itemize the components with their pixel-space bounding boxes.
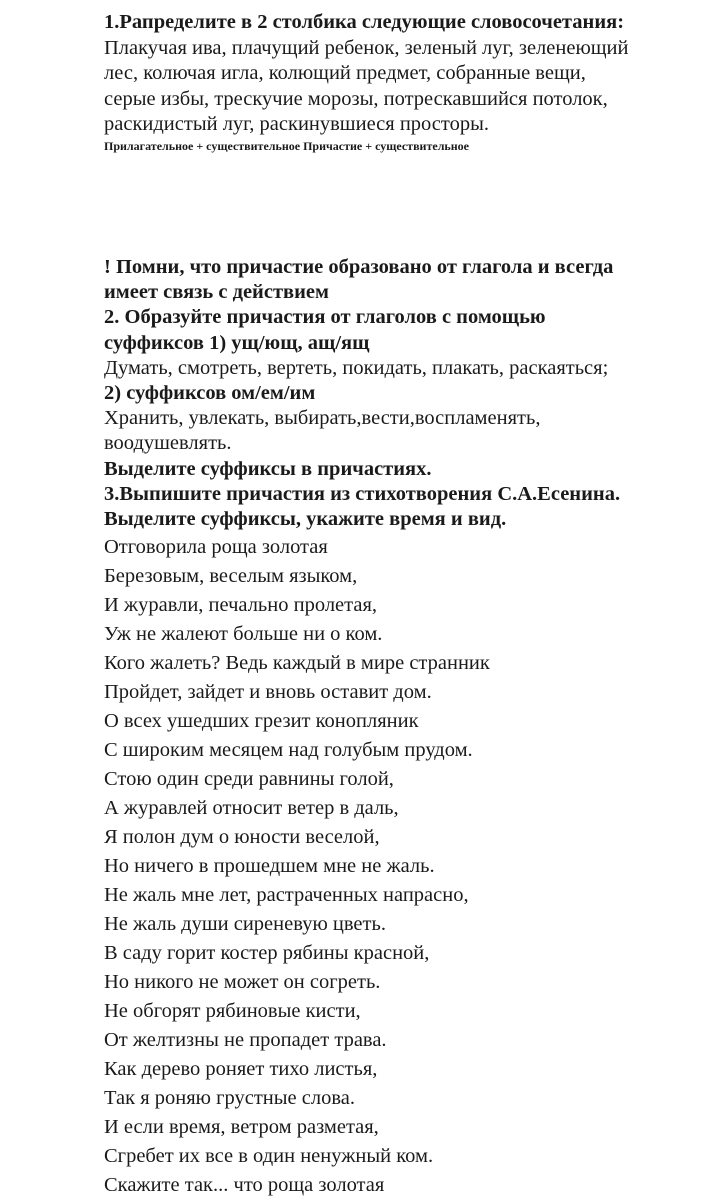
- reminder-note-line: имеет связь с действием: [104, 281, 329, 304]
- task-2-title-line: 2. Образуйте причастия от глаголов с помощью: [104, 306, 546, 329]
- poem-line: И журавли, печально пролетая,: [104, 594, 378, 616]
- task-2-verbs-2-line: воодушевлять.: [104, 432, 232, 455]
- task-1-line: лес, колючая игла, колющий предмет, собранные вещи,: [104, 62, 586, 84]
- poem-line: Скажите так... что роща золотая: [104, 1174, 385, 1196]
- task-2-suffixes-2: 2) суффиксов ом/ем/им: [104, 382, 316, 405]
- reminder-note-line: ! Помни, что причастие образовано от глагола и всегда: [104, 256, 614, 278]
- poem-line: В саду горит костер рябины красной,: [104, 942, 430, 964]
- poem-line: А журавлей относит ветер в даль,: [104, 797, 399, 819]
- task-3-title-line: 3.Выпишите причастия из стихотворения С.А.Есенина.: [104, 482, 621, 505]
- task-3-title-line: Выделите суффиксы, укажите время и вид.: [104, 508, 507, 531]
- poem-line: С широким месяцем над голубым прудом.: [104, 739, 473, 761]
- columns-header: Прилагательное + существительное Причастие + существительное: [104, 139, 470, 153]
- poem-line: Березовым, веселым языком,: [104, 565, 358, 587]
- poem-line: Как дерево роняет тихо листья,: [104, 1058, 378, 1080]
- task-1-line: раскидистый луг, раскинувшиеся просторы.: [104, 113, 489, 135]
- poem-line: Не жаль души сиреневую цветь.: [104, 913, 386, 935]
- poem-line: Пройдет, зайдет и вновь оставит дом.: [104, 681, 432, 703]
- poem-line: Стою один среди равнины голой,: [104, 768, 394, 790]
- task-1-line: Плакучая ива, плачущий ребенок, зеленый луг, зеленеющий: [104, 36, 629, 59]
- poem-line: Так я роняю грустные слова.: [104, 1087, 355, 1109]
- task-1: [104, 10, 629, 138]
- task-2-verbs-1: Думать, смотреть, вертеть, покидать, плакать, раскаяться;: [104, 356, 609, 379]
- poem-line: Уж не жалеют больше ни о ком.: [104, 623, 383, 645]
- task-2-instruction: Выделите суффиксы в причастиях.: [104, 457, 432, 480]
- task-1-line: серые избы, трескучие морозы, потрескавшийся потолок,: [104, 87, 608, 110]
- task-1-title: 1.Рапределите в 2 столбика следующие словосочетания:: [104, 11, 625, 33]
- poem-line: От желтизны не пропадет трава.: [104, 1029, 387, 1051]
- poem-line: Я полон дум о юности веселой,: [104, 826, 380, 848]
- poem-line: Отговорила роща золотая: [104, 536, 328, 558]
- poem-line: Но никого не может он согреть.: [104, 971, 381, 993]
- poem-line: Не жаль мне лет, растраченных напрасно,: [104, 884, 469, 906]
- poem: [104, 533, 490, 1200]
- poem-line: И если время, ветром разметая,: [104, 1116, 379, 1138]
- task-2-title-line: суффиксов 1) ущ/ющ, ащ/ящ: [104, 331, 370, 354]
- task-2-verbs-2-line: Хранить, увлекать, выбирать,вести,воспламенять,: [104, 407, 541, 430]
- poem-line: Не обгорят рябиновые кисти,: [104, 1000, 361, 1022]
- poem-line: Сгребет их все в один ненужный ком.: [104, 1145, 434, 1167]
- poem-line: Но ничего в прошедшем мне не жаль.: [104, 855, 435, 877]
- poem-line: Кого жалеть? Ведь каждый в мире странник: [104, 652, 490, 674]
- poem-line: О всех ушедших грезит конопляник: [104, 710, 419, 732]
- tasks-2-3: [104, 255, 620, 532]
